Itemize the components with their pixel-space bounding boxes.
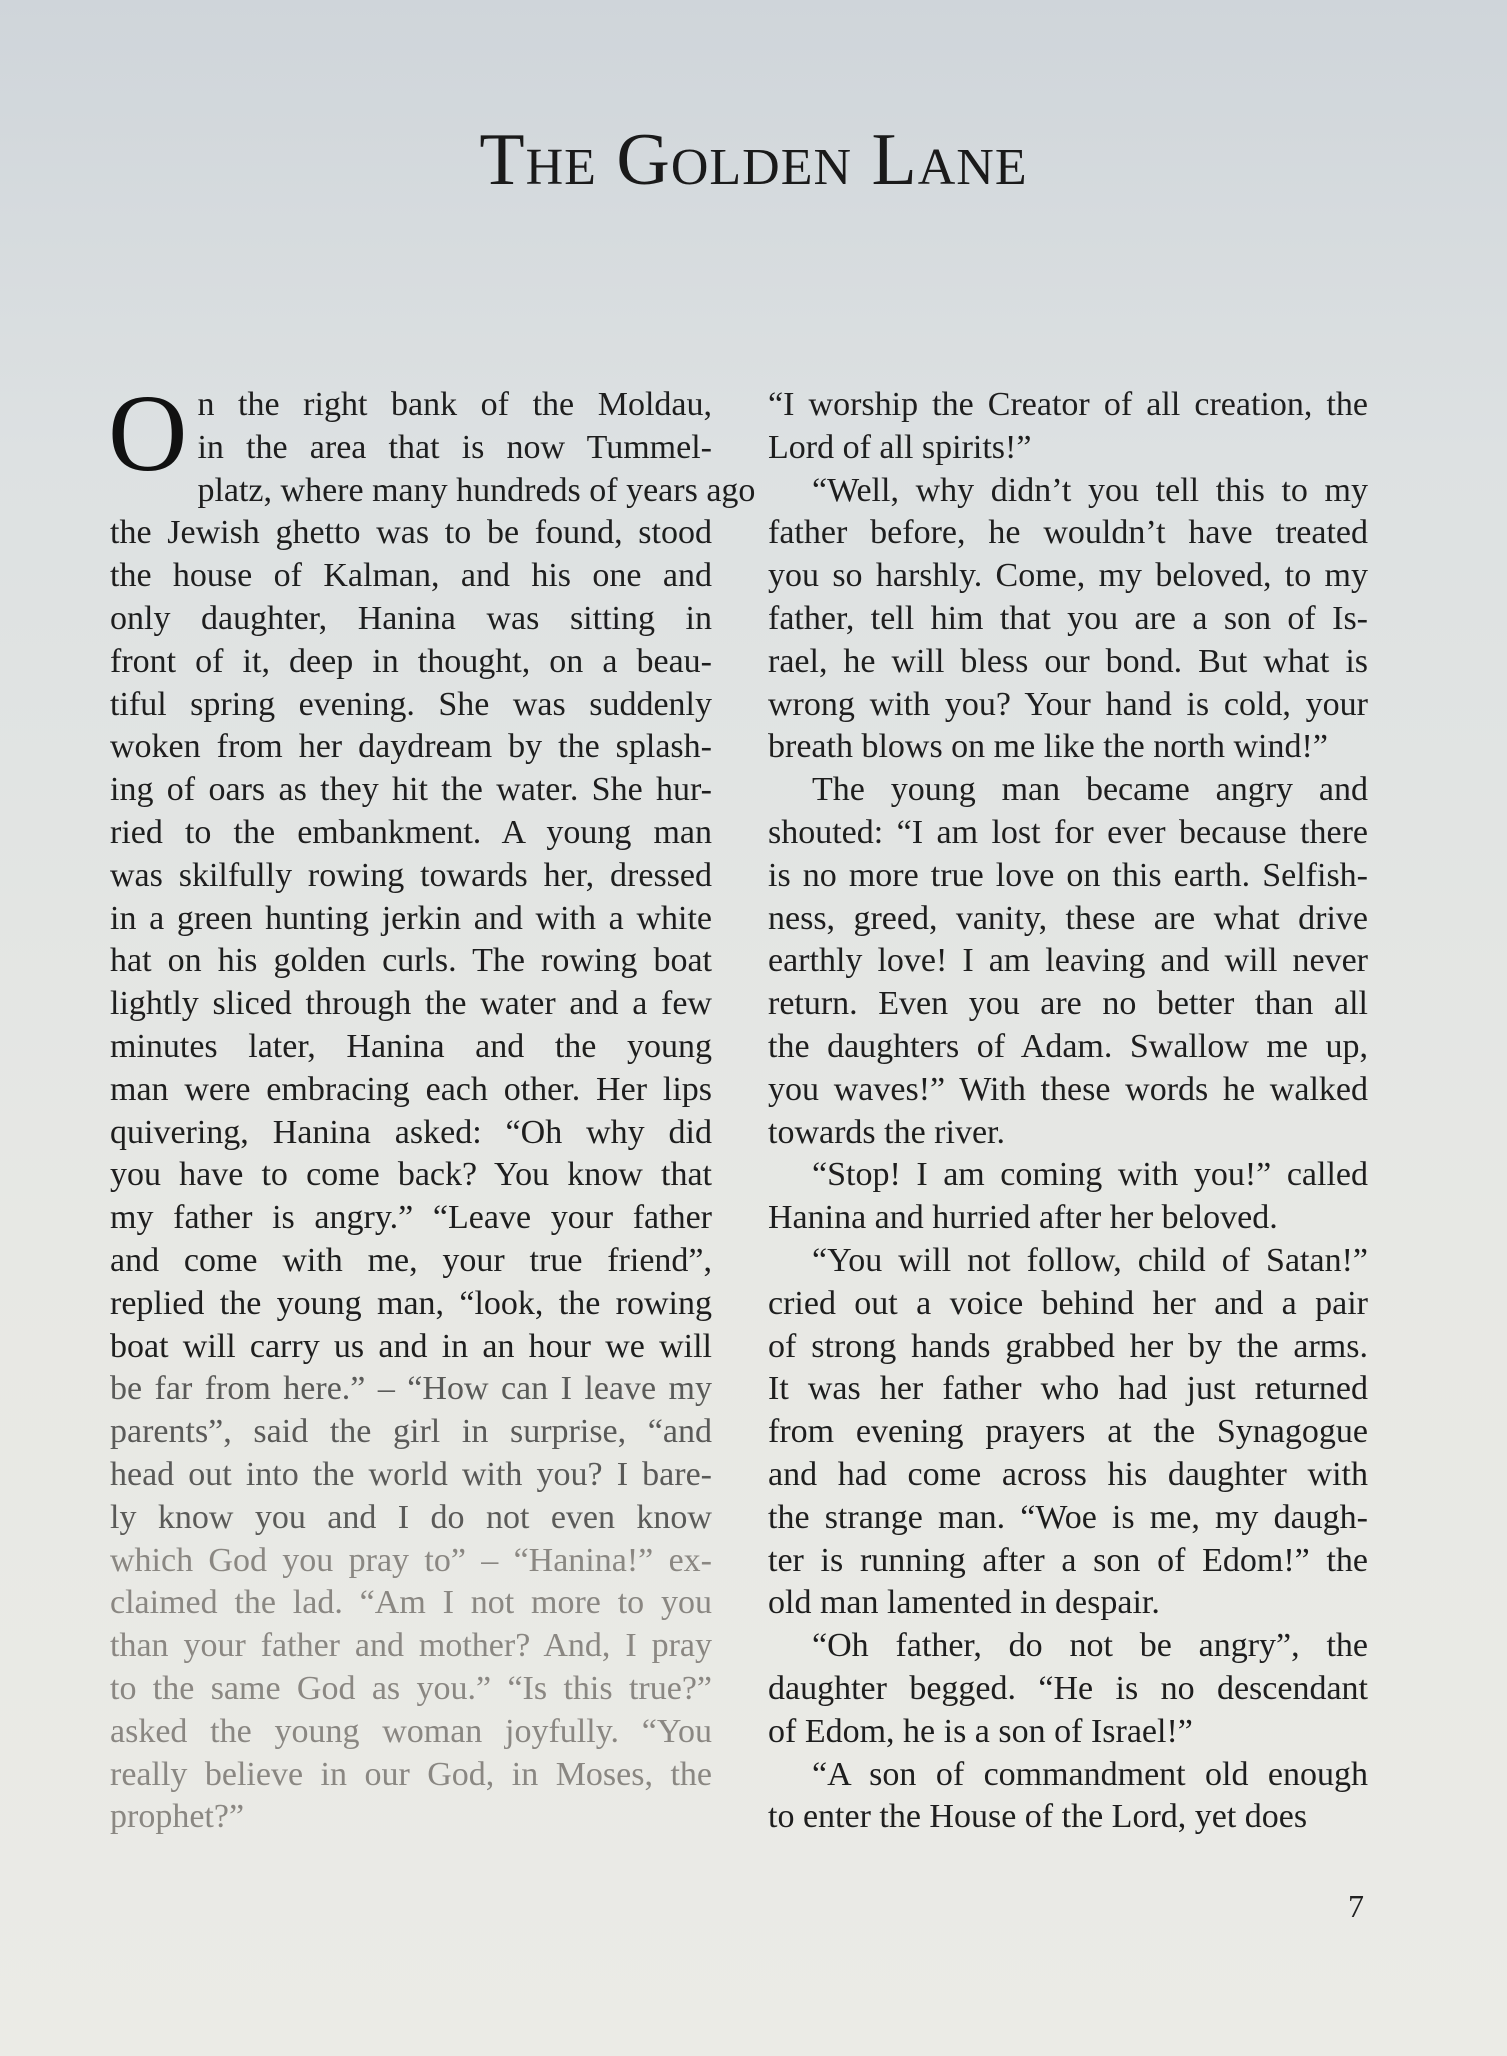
text-line: the Jewish ghetto was to be found, stood (110, 514, 712, 552)
paragraph (768, 769, 1368, 1154)
text-line: father before, he wouldn’t have treated (768, 514, 1368, 552)
text-line: man were embracing each other. Her lips (110, 1070, 712, 1108)
paragraph (768, 1754, 1368, 1840)
text-line: in the area that is now Tummel- (197, 428, 712, 466)
text-line: daughter begged. “He is no descendant (768, 1669, 1368, 1707)
text-line: front of it, deep in thought, on a beau- (110, 642, 712, 680)
text-line: platz, where many hundreds of years ago (197, 471, 756, 509)
text-line: “I worship the Creator of all creation, the (768, 386, 1368, 423)
text-line: hat on his golden curls. The rowing boat (110, 942, 712, 980)
text-line: to the same God as you.” “Is this true?” (110, 1669, 712, 1707)
text-line: replied the young man, “look, the rowing (110, 1284, 712, 1322)
text-line: towards the river. (768, 1113, 1005, 1151)
text-line: lightly sliced through the water and a few (110, 985, 712, 1023)
text-line: earthly love! I am leaving and will never (768, 942, 1368, 980)
text-line: claimed the lad. “Am I not more to you (110, 1584, 712, 1622)
text-line: tiful spring evening. She was suddenly (110, 685, 712, 723)
text-line: of Edom, he is a son of Israel!” (768, 1712, 1193, 1750)
text-line: asked the young woman joyfully. “You (110, 1712, 712, 1750)
chapter-title: The Golden Lane (479, 119, 1028, 201)
paragraph (768, 1625, 1368, 1753)
text-line: ter is running after a son of Edom!” the (768, 1541, 1368, 1579)
text-line: woken from her daydream by the splash- (110, 728, 712, 766)
text-line: father, tell him that you are a son of Is- (768, 599, 1368, 637)
text-line: n the right bank of the Moldau, (197, 386, 712, 423)
text-line: my father is angry.” “Leave your father (110, 1199, 712, 1237)
text-line: minutes later, Hanina and the young (110, 1027, 712, 1065)
paragraph (768, 1240, 1368, 1625)
text-line: is no more true love on this earth. Selfish- (768, 856, 1368, 894)
text-line: head out into the world with you? I bare- (110, 1455, 712, 1493)
left-column (108, 372, 756, 1839)
text-line: “Oh father, do not be angry”, the (812, 1627, 1368, 1665)
text-line: the daughters of Adam. Swallow me up, (768, 1027, 1368, 1065)
text-line: quivering, Hanina asked: “Oh why did (110, 1113, 712, 1151)
paragraph (768, 1154, 1368, 1240)
text-line: from evening prayers at the Synagogue (768, 1413, 1368, 1451)
text-line: prophet?” (110, 1798, 245, 1836)
text-line: Hanina and hurried after her beloved. (768, 1199, 1278, 1237)
text-line: and come with me, your true friend”, (110, 1241, 712, 1279)
text-line: cried out a voice behind her and a pair (768, 1284, 1368, 1322)
text-line: only daughter, Hanina was sitting in (110, 599, 712, 637)
text-line: than your father and mother? And, I pray (110, 1627, 712, 1665)
text-line: really believe in our God, in Moses, the (110, 1755, 712, 1793)
text-line: ness, greed, vanity, these are what drive (768, 899, 1368, 937)
text-line: you so harshly. Come, my beloved, to my (768, 557, 1368, 595)
text-line: “Well, why didn’t you tell this to my (812, 471, 1368, 509)
text-line: you have to come back? You know that (110, 1156, 712, 1194)
text-line: “You will not follow, child of Satan!” (812, 1241, 1368, 1279)
text-line: boat will carry us and in an hour we will (110, 1327, 712, 1365)
text-line: rael, he will bless our bond. But what is (768, 642, 1368, 680)
page-number: 7 (1348, 1888, 1364, 1924)
text-line: wrong with you? Your hand is cold, your (768, 685, 1368, 723)
right-column (768, 384, 1368, 1839)
text-line: was skilfully rowing towards her, dressed (110, 856, 712, 894)
text-line: “A son of commandment old enough (812, 1755, 1368, 1793)
text-line: It was her father who had just returned (768, 1370, 1368, 1408)
text-line: the house of Kalman, and his one and (110, 557, 712, 595)
paragraph (768, 384, 1368, 470)
text-line: which God you pray to” – “Hanina!” ex- (110, 1541, 712, 1579)
text-line: breath blows on me like the north wind!” (768, 728, 1328, 766)
text-line: ried to the embankment. A young man (110, 813, 712, 851)
text-line: parents”, said the girl in surprise, “and (110, 1413, 712, 1451)
text-line: old man lamented in despair. (768, 1584, 1160, 1622)
text-line: The young man became angry and (812, 771, 1368, 809)
text-line: ing of oars as they hit the water. She hur- (110, 771, 712, 809)
text-line: ly know you and I do not even know (110, 1498, 712, 1536)
text-line: Lord of all spirits!” (768, 428, 1032, 466)
text-line: shouted: “I am lost for ever because there (768, 813, 1368, 851)
text-line: to enter the House of the Lord, yet does (768, 1798, 1308, 1836)
text-line: return. Even you are no better than all (768, 985, 1368, 1023)
text-line: you waves!” With these words he walked (768, 1070, 1368, 1108)
text-line: the strange man. “Woe is me, my daugh- (768, 1498, 1368, 1536)
text-line: be far from here.” – “How can I leave my (110, 1370, 712, 1408)
text-line: “Stop! I am coming with you!” called (812, 1156, 1368, 1194)
text-line: in a green hunting jerkin and with a white (110, 899, 712, 937)
paragraph (768, 470, 1368, 770)
drop-cap: O (108, 372, 188, 494)
text-line: and had come across his daughter with (768, 1455, 1368, 1493)
text-line: of strong hands grabbed her by the arms. (768, 1327, 1368, 1365)
